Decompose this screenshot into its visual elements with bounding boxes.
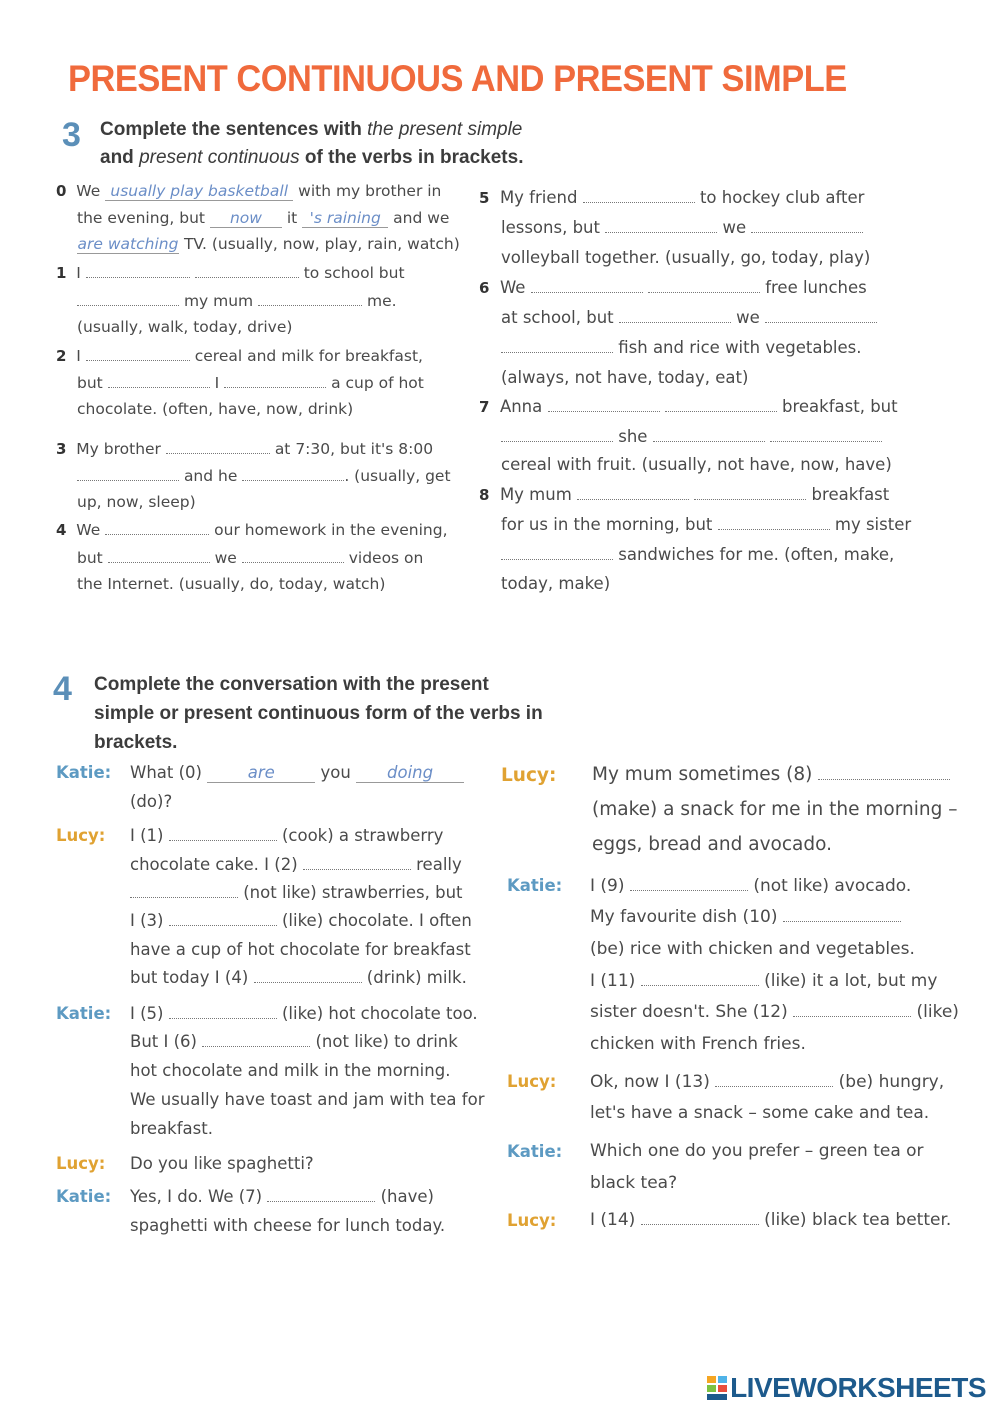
ex3-item-3-line2: and he . (usually, get (77, 466, 451, 485)
blank-field[interactable] (224, 373, 326, 388)
ex3-item-6-line2: at school, but we (501, 308, 877, 327)
ex3-item-4-line3: the Internet. (usually, do, today, watch) (77, 575, 386, 593)
ex3-item-7: 7 Anna breakfast, but (479, 397, 898, 416)
ex3-item-2-line2: but I a cup of hot (77, 374, 424, 392)
blank-field[interactable] (770, 427, 882, 442)
exercise-4-number: 4 (53, 670, 72, 708)
ex3-item-1: 1 I to school but (56, 264, 405, 282)
blank-field[interactable] (665, 397, 777, 412)
blank-field[interactable] (630, 876, 748, 891)
ex3-item-2: 2 I cereal and milk for breakfast, (56, 347, 423, 365)
blank-field[interactable] (718, 515, 830, 530)
blank-field[interactable] (130, 883, 238, 898)
dialogue-line: I (1) (cook) a strawberry (130, 826, 444, 845)
dialogue-line: let's have a snack – some cake and tea. (590, 1103, 930, 1123)
ex3-item-5: 5 My friend to hockey club after (479, 188, 865, 207)
blank-field[interactable] (169, 826, 277, 841)
page-title: PRESENT CONTINUOUS AND PRESENT SIMPLE (68, 58, 847, 99)
ex3-item-0-line2: the evening, but now it 's raining and we (77, 209, 450, 227)
ex3-item-3-line3: up, now, sleep) (77, 493, 196, 511)
exercise-4-instructions: Complete the conversation with the present simple or present continuous form of the verbs in brackets. (94, 674, 543, 753)
blank-field[interactable] (818, 765, 950, 780)
blank-field[interactable] (641, 1210, 759, 1225)
blank-field[interactable] (641, 971, 759, 986)
blank-field[interactable] (202, 1032, 310, 1047)
dialogue-line: Which one do you prefer – green tea or (590, 1141, 924, 1161)
dialogue-line: We usually have toast and jam with tea for (130, 1090, 485, 1109)
dialogue-line: My mum sometimes (8) (592, 764, 950, 785)
answer-field[interactable]: usually play basketball (105, 182, 293, 201)
answer-field[interactable]: doing (356, 764, 464, 783)
exercise-3-number: 3 (62, 116, 81, 154)
blank-field[interactable] (166, 439, 270, 454)
blank-field[interactable] (653, 427, 765, 442)
dialogue-line: (be) rice with chicken and vegetables. (590, 939, 915, 959)
speaker-lucy: Lucy: (501, 765, 557, 786)
dialogue-line: chicken with French fries. (590, 1034, 806, 1054)
blank-field[interactable] (793, 1002, 911, 1017)
speaker-katie: Katie: (56, 763, 112, 782)
answer-field[interactable]: now (210, 209, 282, 228)
dialogue-line: breakfast. (130, 1119, 213, 1138)
blank-field[interactable] (195, 263, 299, 278)
speaker-lucy: Lucy: (56, 826, 106, 845)
speaker-lucy: Lucy: (56, 1154, 106, 1173)
blank-field[interactable] (619, 308, 731, 323)
answer-field[interactable]: are (207, 764, 315, 783)
dialogue-line: sister doesn't. She (12) (like) (590, 1002, 959, 1022)
blank-field[interactable] (751, 218, 863, 233)
dialogue-line: but today I (4) (drink) milk. (130, 968, 467, 987)
speaker-katie: Katie: (56, 1187, 112, 1206)
blank-field[interactable] (267, 1187, 375, 1202)
blank-field[interactable] (715, 1072, 833, 1087)
blank-field[interactable] (242, 548, 344, 563)
liveworksheets-logo-icon (707, 1376, 727, 1400)
ex3-item-6: 6 We free lunches (479, 278, 867, 297)
dialogue-line: eggs, bread and avocado. (592, 834, 832, 855)
dialogue-line: (not like) strawberries, but (130, 883, 463, 902)
blank-field[interactable] (254, 968, 362, 983)
dialogue-line: Ok, now I (13) (be) hungry, (590, 1072, 945, 1092)
dialogue-line: chocolate cake. I (2) really (130, 855, 462, 874)
ex3-item-0-line3: are watching TV. (usually, now, play, rain, watch) (77, 235, 460, 253)
ex3-item-8-line2: for us in the morning, but my sister (501, 515, 912, 534)
dialogue-line: I (9) (not like) avocado. (590, 876, 912, 896)
blank-field[interactable] (694, 485, 806, 500)
dialogue-line: hot chocolate and milk in the morning. (130, 1061, 451, 1080)
ex3-item-6-line3: fish and rice with vegetables. (501, 338, 862, 357)
blank-field[interactable] (531, 278, 643, 293)
dialogue-line: have a cup of hot chocolate for breakfast (130, 940, 471, 959)
blank-field[interactable] (583, 188, 695, 203)
dialogue-line: I (3) (like) chocolate. I often (130, 911, 472, 930)
dialogue-line: What (0) are you doing (130, 763, 464, 783)
dialogue-line: black tea? (590, 1173, 678, 1193)
speaker-lucy: Lucy: (507, 1072, 557, 1091)
ex3-item-8-line3: sandwiches for me. (often, make, (501, 545, 894, 564)
speaker-lucy: Lucy: (507, 1211, 557, 1230)
blank-field[interactable] (86, 346, 190, 361)
ex3-item-7-line2: she (501, 427, 882, 446)
ex3-item-8-line4: today, make) (501, 574, 611, 593)
blank-field[interactable] (108, 373, 210, 388)
dialogue-line: spaghetti with cheese for lunch today. (130, 1216, 446, 1235)
dialogue-line: I (14) (like) black tea better. (590, 1210, 952, 1230)
blank-field[interactable] (169, 911, 277, 926)
ex3-item-3: 3 My brother at 7:30, but it's 8:00 (56, 440, 434, 458)
ex3-item-7-line3: cereal with fruit. (usually, not have, now, have) (501, 455, 892, 474)
answer-field[interactable]: are watching (77, 235, 179, 253)
exercise-3-instructions: Complete the sentences with the present simple and present continuous of the verbs in brackets. (100, 119, 524, 168)
speaker-katie: Katie: (507, 876, 563, 895)
ex3-item-0: 0 We usually play basketball with my brother in (56, 182, 442, 200)
dialogue-line: Yes, I do. We (7) (have) (130, 1187, 434, 1206)
blank-field[interactable] (77, 466, 179, 481)
blank-field[interactable] (258, 291, 362, 306)
blank-field[interactable] (108, 548, 210, 563)
blank-field[interactable] (648, 278, 760, 293)
ex3-item-6-line4: (always, not have, today, eat) (501, 368, 749, 387)
dialogue-line: My favourite dish (10) (590, 907, 901, 927)
ex3-item-1-line2: my mum me. (77, 291, 397, 310)
dialogue-line: But I (6) (not like) to drink (130, 1032, 458, 1051)
dialogue-line: I (5) (like) hot chocolate too. (130, 1004, 478, 1023)
liveworksheets-logo: LIVEWORKSHEETS (707, 1372, 986, 1404)
blank-field[interactable] (783, 907, 901, 922)
dialogue-line: Do you like spaghetti? (130, 1154, 314, 1173)
answer-field[interactable]: 's raining (302, 209, 388, 228)
ex3-item-4-line2: but we videos on (77, 549, 424, 567)
blank-field[interactable] (605, 218, 717, 233)
ex3-item-4: 4 We our homework in the evening, (56, 521, 448, 539)
dialogue-line: I (11) (like) it a lot, but my (590, 971, 938, 991)
blank-field[interactable] (105, 520, 209, 535)
speaker-katie: Katie: (56, 1004, 112, 1023)
dialogue-line: (make) a snack for me in the morning – (592, 799, 958, 820)
blank-field[interactable] (169, 1004, 277, 1019)
blank-field[interactable] (577, 485, 689, 500)
speaker-katie: Katie: (507, 1142, 563, 1161)
blank-field[interactable] (501, 338, 613, 353)
blank-field[interactable] (501, 545, 613, 560)
ex3-item-8: 8 My mum breakfast (479, 485, 890, 504)
ex3-item-5-line2: lessons, but we (501, 218, 863, 237)
blank-field[interactable] (765, 308, 877, 323)
ex3-item-1-line3: (usually, walk, today, drive) (77, 318, 293, 336)
blank-field[interactable] (303, 855, 411, 870)
dialogue-line: (do)? (130, 792, 173, 811)
ex3-item-5-line3: volleyball together. (usually, go, today, play) (501, 248, 871, 267)
blank-field[interactable] (86, 263, 190, 278)
ex3-item-2-line3: chocolate. (often, have, now, drink) (77, 400, 354, 418)
blank-field[interactable] (77, 291, 179, 306)
blank-field[interactable] (501, 427, 613, 442)
blank-field[interactable] (548, 397, 660, 412)
blank-field[interactable] (242, 466, 344, 481)
